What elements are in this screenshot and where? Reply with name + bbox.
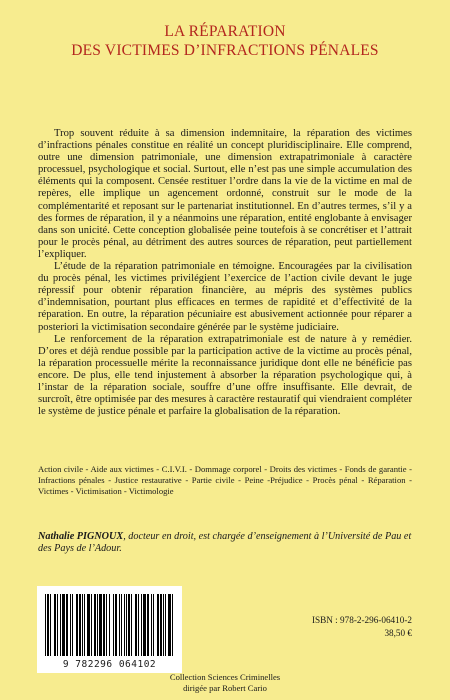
author-note bbox=[38, 531, 412, 556]
collection-name: Collection Sciences Criminelles bbox=[169, 672, 281, 682]
barcode bbox=[37, 586, 182, 673]
keywords-list: Action civile - Aide aux victimes - C.I.V.I. - Dommage corporel - Droits des victimes - Fonds de garantie - Infractions pénales - Justice restaurative - Partie civile - Peine -Préjudice - Procès pénal - Réparation - Victimes - Victimisation - Victimologie bbox=[38, 464, 412, 497]
author-name: Nathalie PIGNOUX bbox=[38, 531, 124, 542]
barcode-digits: 9 782296 064102 bbox=[62, 659, 157, 670]
barcode-bars bbox=[45, 594, 174, 656]
collection-info bbox=[0, 672, 450, 694]
price: 38,50 € bbox=[384, 628, 412, 638]
paragraph-2: L’étude de la réparation patrimoniale en témoigne. Encouragées par la civilisation du procès pénal, les victimes privilégient l’exercice de l’action civile devant le juge répressif pour obtenir réparation financière, au mépris des systèmes publics d’indemnisation, pourtant plus efficaces en termes de rapidité et d’effectivité de la réparation. En outre, la réparation pécuniaire est abusivement actionnée pour réparer a posteriori la victimisation secondaire générée par le système judiciaire. bbox=[38, 261, 412, 333]
isbn-number: ISBN : 978-2-296-06410-2 bbox=[311, 615, 412, 625]
collection-director: dirigée par Robert Cario bbox=[183, 683, 267, 693]
paragraph-3: Le renforcement de la réparation extrapatrimoniale est de nature à y remédier. D’ores et déjà rendue possible par la participation active de la victime au procès pénal, la réparation processuelle mérite la reconnaissance juridique dont elle ne bénéficie pas encore. De plus, elle tend injustement à absorber la réparation psychologique qui, à l’instar de la réparation sociale, souffre d’une offre insuffisante. Elle devrait, de surcroît, être optimisée par des mesures à caractère restauratif qui viendraient compléter le système de justice pénale et parfaire la globalisation de la réparation. bbox=[38, 333, 412, 418]
title-line-2: DES VICTIMES D’INFRACTIONS PÉNALES bbox=[71, 42, 379, 59]
title-line-1: LA RÉPARATION bbox=[164, 23, 286, 40]
paragraph-1: Trop souvent réduite à sa dimension indemnitaire, la réparation des victimes d’infractions pénales constitue en réalité un concept pluridisciplinaire. Elle comprend, outre une dimension patrimoniale, une dimension extrapatrimoniale à caractère processuel, psychologique et social. Surtout, elle n’est pas une simple accumulation des éléments qui la composent. Censée restituer l’ordre dans la vie de la victime en mal de repères, elle implique un agencement ordonné, construit sur le mode de la complémentarité et reposant sur le partenariat institutionnel. En d’autres termes, s’il y a des formes de réparation, il y a néanmoins une réparation, entité englobante à envisager dans son unicité. Cette conception globalisée peine toutefois à se concrétiser et l’attrait pour le procès pénal, au détriment des autres sources de réparation, peut partiellement l’expliquer. bbox=[38, 128, 412, 260]
blurb-text bbox=[38, 128, 412, 418]
book-title bbox=[0, 22, 450, 60]
author-bio: , docteur en droit, est chargée d’enseignement à l’Université de Pau et des Pays de l’Adour. bbox=[38, 531, 412, 555]
isbn-block bbox=[282, 614, 412, 640]
